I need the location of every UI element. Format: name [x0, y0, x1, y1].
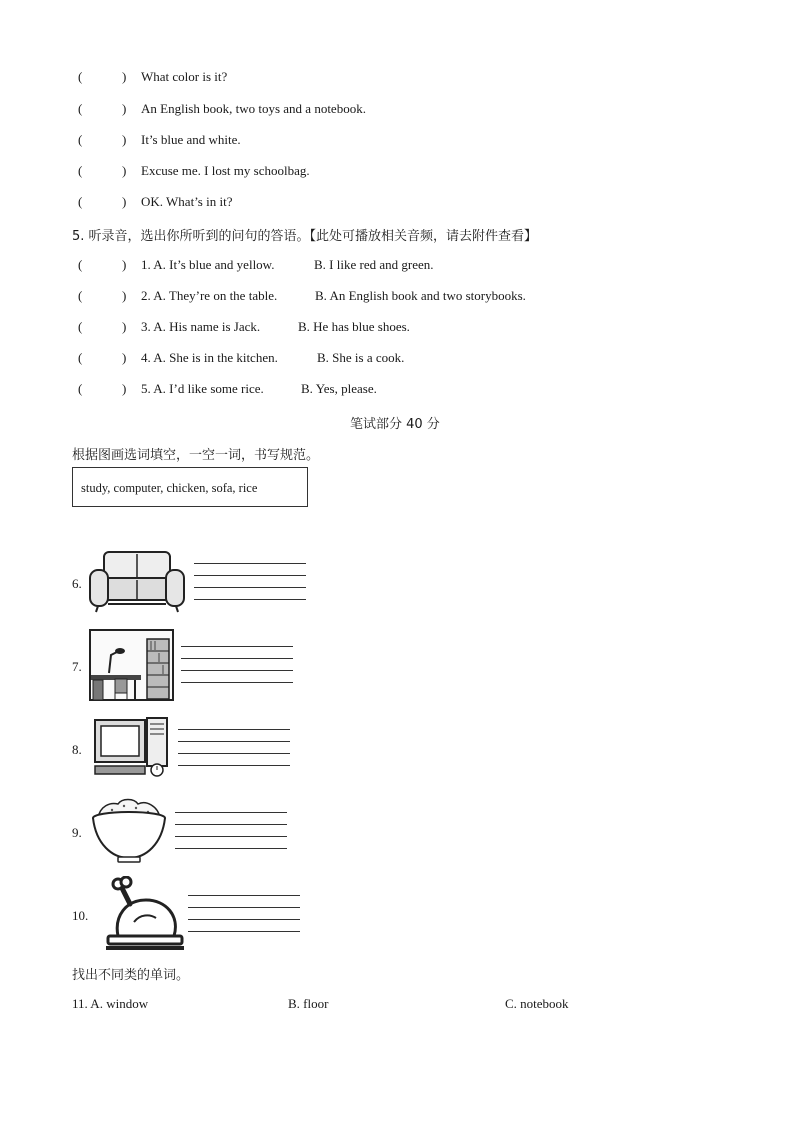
- option-c: C. notebook: [505, 996, 569, 1011]
- matching-item: Excuse me. I lost my schoolbag.: [141, 163, 310, 178]
- matching-item: OK. What’s in it?: [141, 194, 233, 209]
- study-icon: [89, 629, 174, 701]
- option-a: 4. A. She is in the kitchen.: [141, 350, 278, 365]
- computer-icon: [93, 716, 171, 778]
- option-a: 3. A. His name is Jack.: [141, 319, 261, 334]
- fill-in-instruction: 根据图画选词填空，一空一词，书写规范。: [72, 448, 320, 463]
- item-number: 6.: [72, 576, 82, 591]
- odd-one-out-instruction: 找出不同类的单词。: [72, 968, 190, 983]
- item-number: 8.: [72, 742, 82, 757]
- item-number: 9.: [72, 825, 82, 840]
- option-a: 11. A. window: [72, 996, 149, 1011]
- option-b: B. floor: [288, 996, 329, 1011]
- answer-lines: [194, 563, 306, 611]
- option-a: 5. A. I’d like some rice.: [141, 381, 264, 396]
- sofa-icon: [88, 548, 186, 614]
- option-a: 1. A. It’s blue and yellow.: [141, 257, 275, 272]
- answer-lines: [178, 729, 290, 777]
- rice-bowl-icon: [90, 796, 168, 864]
- option-b: B. She is a cook.: [317, 350, 405, 365]
- answer-lines: [175, 812, 287, 860]
- option-a: 2. A. They’re on the table.: [141, 288, 278, 303]
- answer-lines: [181, 646, 293, 694]
- matching-item: What color is it?: [141, 69, 228, 84]
- word-bank-text: study, computer, chicken, sofa, rice: [81, 481, 258, 495]
- option-b: B. I like red and green.: [314, 257, 434, 272]
- item-number: 10.: [72, 908, 89, 923]
- answer-lines: [188, 895, 300, 943]
- option-b: B. Yes, please.: [301, 381, 377, 396]
- word-bank: [72, 467, 308, 507]
- section-heading: 5. 听录音，选出你所听到的问句的答语。【此处可播放相关音频，请去附件查看】: [72, 229, 538, 244]
- matching-item: An English book, two toys and a notebook.: [141, 101, 366, 116]
- written-part-title: 笔试部分 40 分: [350, 417, 440, 432]
- item-number: 7.: [72, 659, 82, 674]
- option-b: B. He has blue shoes.: [298, 319, 410, 334]
- matching-item: It’s blue and white.: [141, 132, 241, 147]
- roast-chicken-icon: [104, 876, 186, 956]
- option-b: B. An English book and two storybooks.: [315, 288, 526, 303]
